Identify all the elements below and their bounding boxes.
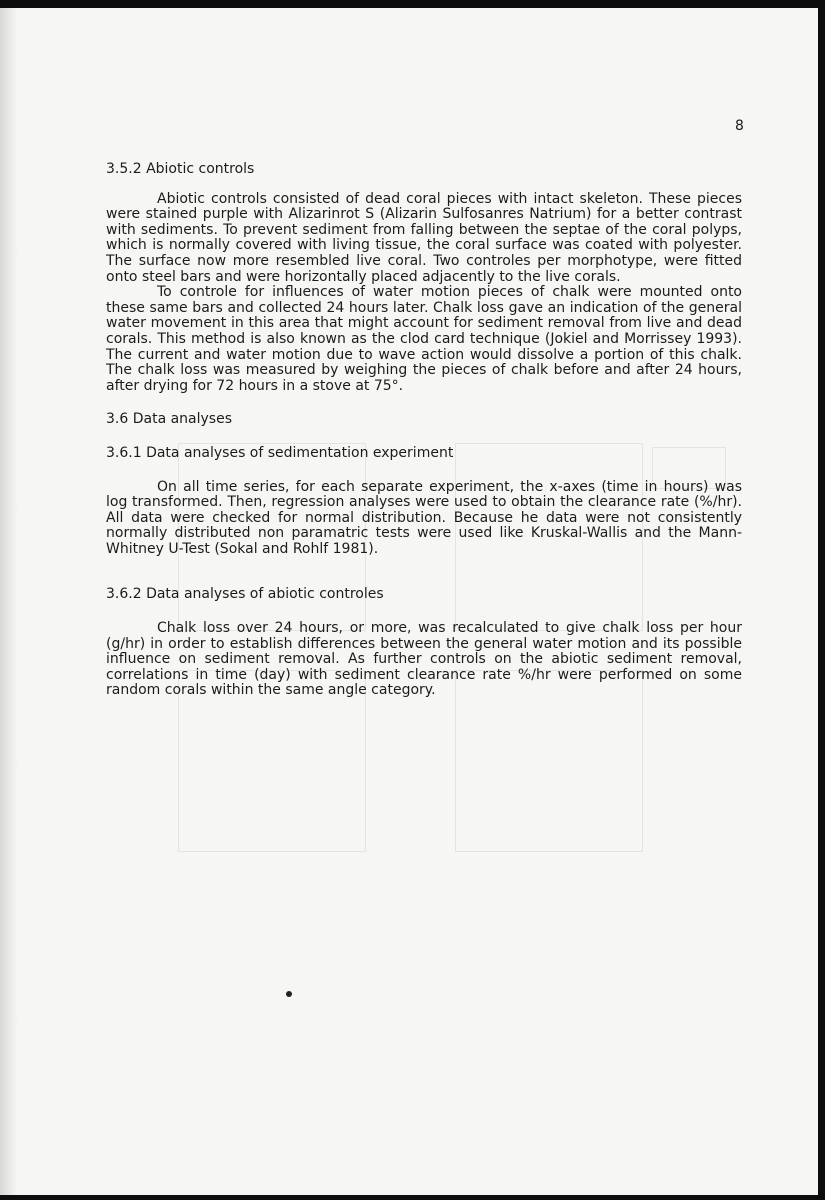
page-binding-shadow: [0, 0, 18, 1200]
section-heading-sedimentation-analyses: 3.6.1 Data analyses of sedimentation experiment: [106, 444, 454, 461]
section-heading-abiotic-analyses: 3.6.2 Data analyses of abiotic controles: [106, 586, 384, 603]
ghost-text-line: [110, 980, 114, 996]
stray-ink-dot: [286, 991, 292, 997]
spacer: [106, 603, 742, 621]
scan-border-right: [818, 0, 825, 1200]
paragraph-sedimentation-analyses: On all time series, for each separate experiment, the x-axes (time in hours) was log transformed. Then, regression analyses were used to obtain the clearance rate (%/hr). All data were checked for normal distribution. Because he data were not consistently normally distributed non paramatric tests were used like Kruskal-Wallis and the Mann-Whitney U-Test (Sokal and Rohlf 1981).: [106, 478, 742, 557]
scan-border-bottom: [0, 1195, 825, 1200]
spacer: [106, 462, 742, 480]
document-body: [106, 162, 742, 699]
spacer: [106, 394, 742, 412]
spacer: [106, 178, 742, 192]
spacer: [106, 557, 742, 587]
spacer: [106, 428, 742, 446]
section-heading-abiotic-controls: 3.5.2 Abiotic controls: [106, 161, 255, 177]
scan-border-top: [0, 0, 825, 8]
paragraph-chalk-method: To controle for influences of water motion pieces of chalk were mounted onto these same bars and collected 24 hours later. Chalk loss gave an indication of the general water movement in this area that might account for sediment removal from live and dead corals. This method is also known as the clod card technique (Jokiel and Morrissey 1993). The current and water motion due to wave action would dissolve a portion of this chalk. The chalk loss was measured by weighing the pieces of chalk before and after 24 hours, after drying for 72 hours in a stove at 75°.: [106, 284, 742, 394]
paragraph-abiotic-analyses: Chalk loss over 24 hours, or more, was recalculated to give chalk loss per hour (g/hr) in order to establish differences between the general water motion and its possible influence on sediment removal. As further controls on the abiotic sediment removal, correlations in time (day) with sediment clearance rate %/hr were performed on some random corals within the same angle category.: [106, 620, 742, 699]
paragraph-abiotic-controls: Abiotic controls consisted of dead coral pieces with intact skeleton. These pieces were stained purple with Alizarinrot S (Alizarin Sulfosanres Natrium) for a better contrast with sediments. To prevent sediment from falling between the septae of the coral polyps, which is normally covered with living tissue, the coral surface was coated with polyester. The surface now more resembled live coral. Two controles per morphotype, were fitted onto steel bars and were horizontally placed adjacently to the live corals.: [106, 190, 742, 285]
page-number: 8: [735, 118, 744, 134]
section-heading-data-analyses: 3.6 Data analyses: [106, 411, 232, 428]
